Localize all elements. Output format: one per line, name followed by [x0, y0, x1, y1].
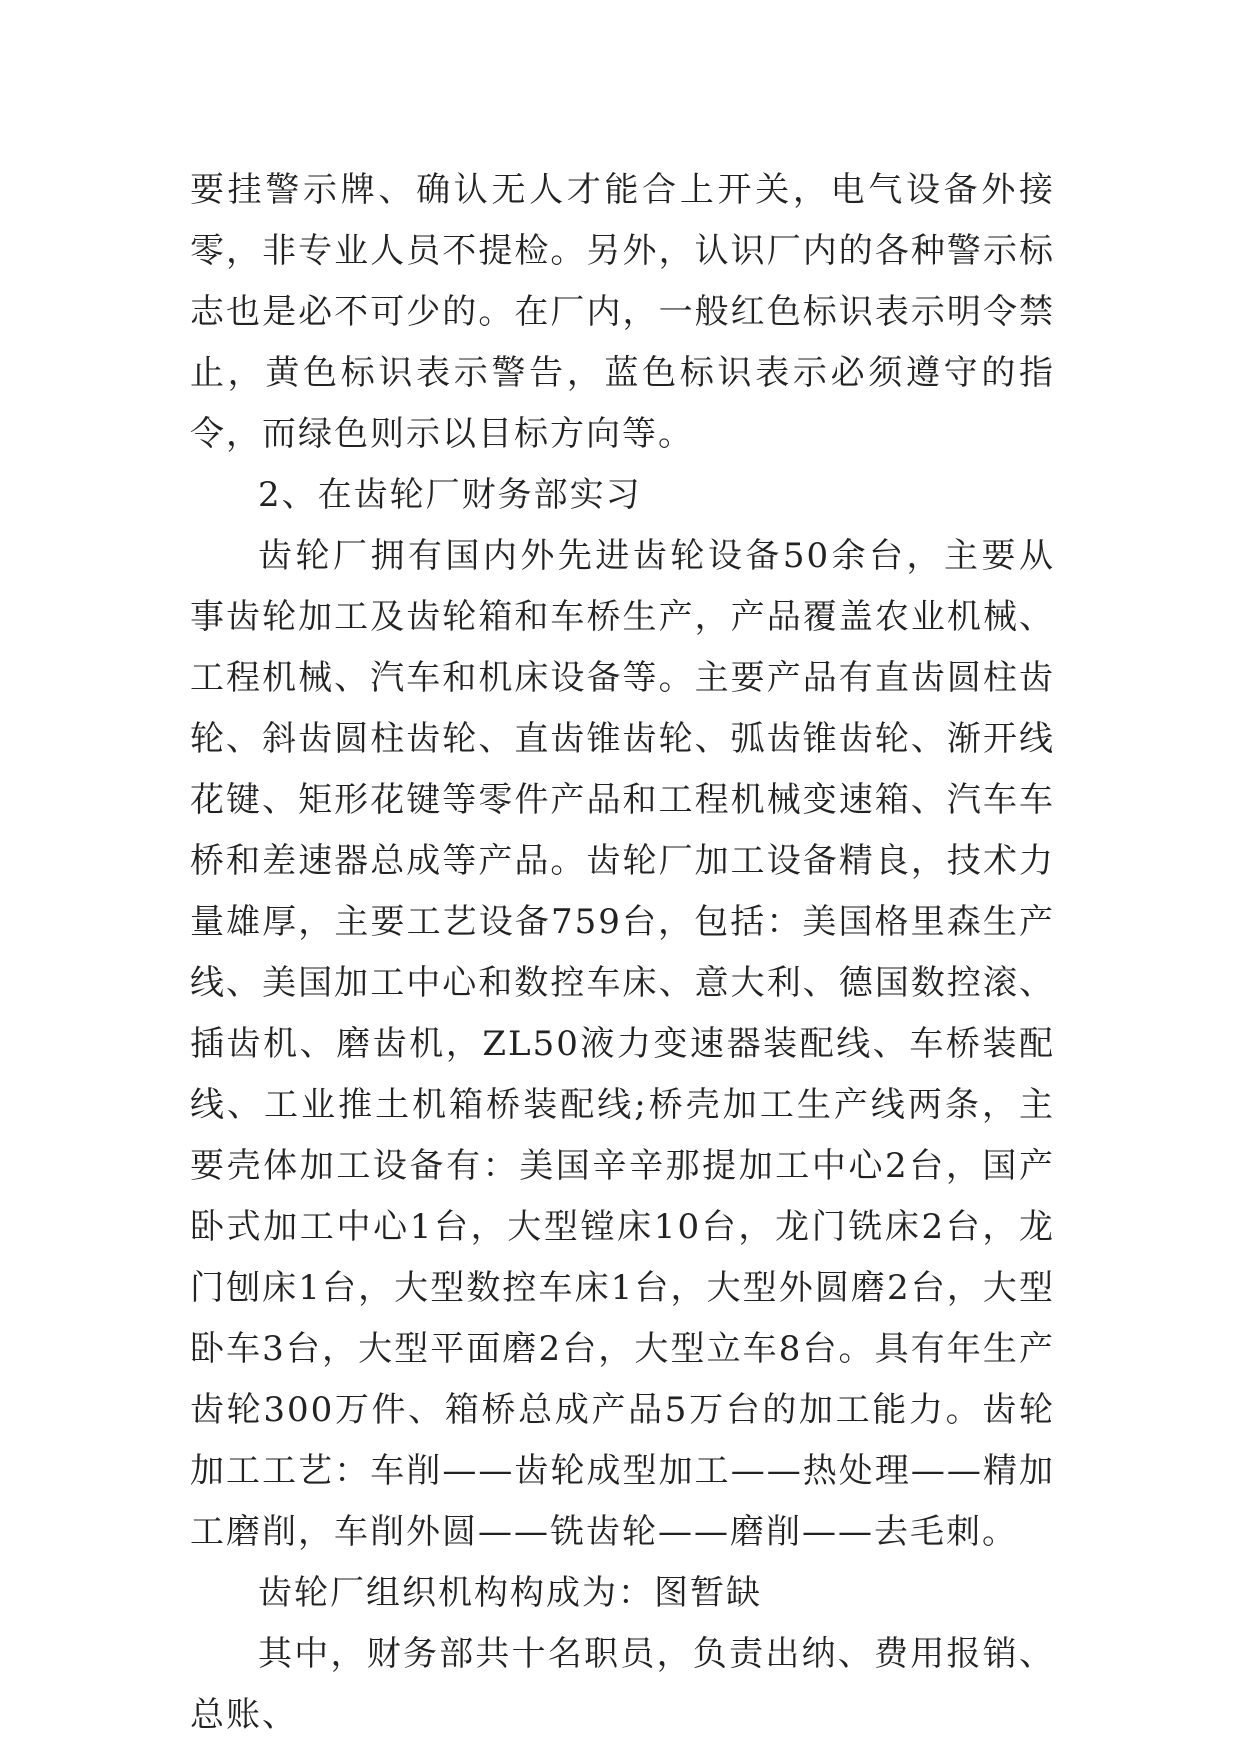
paragraph-org-structure: 齿轮厂组织机构构成为：图暂缺: [258, 1573, 762, 1613]
document-body: [190, 160, 1055, 1746]
paragraph-factory-overview: 齿轮厂拥有国内外先进齿轮设备50余台，主要从事齿轮加工及齿轮箱和车桥生产，产品覆盖农业机械、工程机械、汽车和机床设备等。主要产品有直齿圆柱齿轮、斜齿圆柱齿轮、直齿锥齿轮、弧齿锥齿轮、渐开线花键、矩形花键等零件产品和工程机械变速箱、汽车车桥和差速器总成等产品。齿轮厂加工设备精良，技术力量雄厚，主要工艺设备759台，包括：美国格里森生产线、美国加工中心和数控车床、意大利、德国数控滚、插齿机、磨齿机，ZL50液力变速器装配线、车桥装配线、工业推土机箱桥装配线;桥壳加工生产线两条，主要壳体加工设备有：美国辛辛那提加工中心2台，国产卧式加工中心1台，大型镗床10台，龙门铣床2台，龙门刨床1台，大型数控车床1台，大型外圆磨2台，大型卧车3台，大型平面磨2台，大型立车8台。具有年生产齿轮300万件、箱桥总成产品5万台的加工能力。齿轮加工工艺：车削——齿轮成型加工——热处理——精加工磨削，车削外圆——铣齿轮——磨削——去毛刺。: [190, 536, 1055, 1552]
paragraph-safety-signs: 要挂警示牌、确认无人才能合上开关，电气设备外接零，非专业人员不提检。另外，认识厂内的各种警示标志也是必不可少的。在厂内，一般红色标识表示明令禁止，黄色标识表示警告，蓝色标识表示必须遵守的指令，而绿色则示以目标方向等。: [190, 170, 1055, 454]
paragraph-finance-dept: 其中，财务部共十名职员，负责出纳、费用报销、总账、: [190, 1634, 1055, 1735]
section-heading: 2、在齿轮厂财务部实习: [258, 475, 642, 515]
